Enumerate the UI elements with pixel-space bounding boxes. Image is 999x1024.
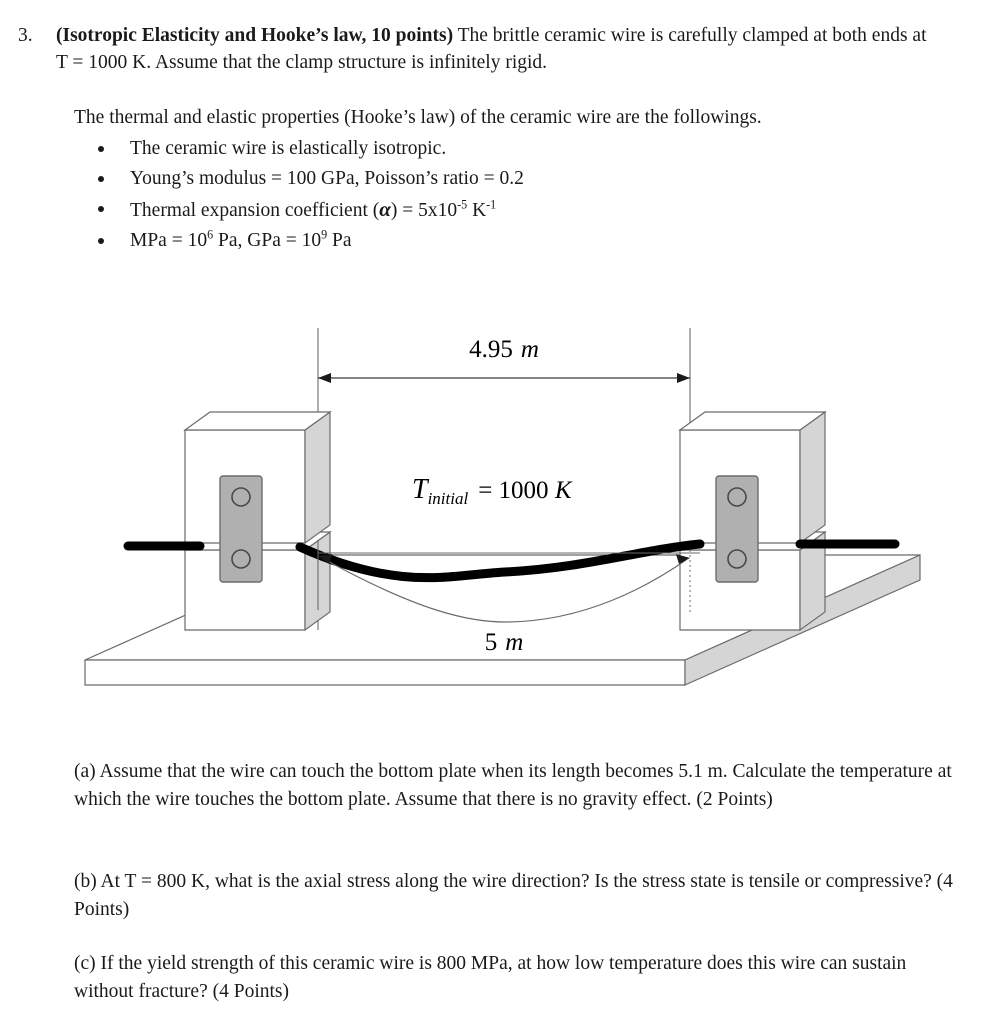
- left-clamp-plate: [220, 476, 262, 582]
- subquestion-c-text: (c) If the yield strength of this ceramic wire is 800 MPa, at how low temperature does this wire can sustain without fracture? (4 Points): [74, 953, 907, 1002]
- chord-dimension: [318, 373, 690, 383]
- subquestion-b: [74, 868, 964, 924]
- bullet-text-unit: K: [467, 200, 487, 221]
- subquestion-b-text: (b) At T = 800 K, what is the axial stress along the wire direction? Is the stress state is tensile or compressive? (4 Points): [74, 871, 953, 920]
- bullet-text-suffix: Pa: [327, 230, 352, 251]
- bullet-text-prefix: MPa = 10: [130, 230, 208, 251]
- dimension-label-arc: 5 m: [484, 629, 524, 656]
- question-statement: [56, 22, 999, 76]
- bullet-dot-icon: [98, 176, 104, 182]
- properties-section: [74, 104, 954, 256]
- dimension-label-chord: 4.95 m: [469, 336, 539, 363]
- bullet-text-prefix: Thermal expansion coefficient (: [130, 200, 380, 221]
- list-item: [74, 134, 954, 164]
- bullet-text-mid: Pa, GPa = 10: [213, 230, 322, 251]
- subquestion-a: [74, 758, 964, 814]
- subquestion-a-text: (a) Assume that the wire can touch the bottom plate when its length becomes 5.1 m. Calculate the temperature at which the wire touches the bottom plate. Assume that there is no gravity effect. (2 Points): [74, 761, 952, 810]
- exponent-nine: 9: [321, 227, 328, 242]
- alpha-symbol: α: [379, 197, 391, 221]
- list-item: [74, 164, 954, 194]
- temperature-label: $T_{initial} = 1000$ K: [412, 474, 572, 508]
- question-number: 3.: [18, 25, 33, 46]
- exponent-minus-five: -5: [457, 197, 468, 212]
- question-title: (Isotropic Elasticity and Hooke’s law, 10 points): [56, 25, 454, 46]
- bullet-text-mid: ) = 5x10: [390, 200, 458, 221]
- bullet-dot-icon: [98, 206, 104, 212]
- properties-bullet-list: [74, 134, 954, 256]
- subquestion-c: [74, 950, 964, 1006]
- properties-lead: The thermal and elastic properties (Hooke’s law) of the ceramic wire are the followings.: [74, 107, 762, 128]
- bullet-dot-icon: [98, 238, 104, 244]
- exponent-minus-one: -1: [486, 197, 497, 212]
- bullet-text: Young’s modulus = 100 GPa, Poisson’s ratio = 0.2: [130, 168, 524, 189]
- list-item: [74, 226, 954, 256]
- question-heading: [0, 22, 999, 76]
- clamped-wire-diagram: [0, 300, 999, 720]
- right-clamp-plate: [716, 476, 758, 582]
- bullet-dot-icon: [98, 146, 104, 152]
- exponent-six: 6: [207, 227, 214, 242]
- bullet-text: The ceramic wire is elastically isotropic.: [130, 138, 447, 159]
- list-item: [74, 194, 954, 226]
- question-intro: The brittle ceramic wire is carefully clamped at both ends at T = 1000 K. Assume that the clamp structure is infinitely rigid.: [56, 25, 927, 73]
